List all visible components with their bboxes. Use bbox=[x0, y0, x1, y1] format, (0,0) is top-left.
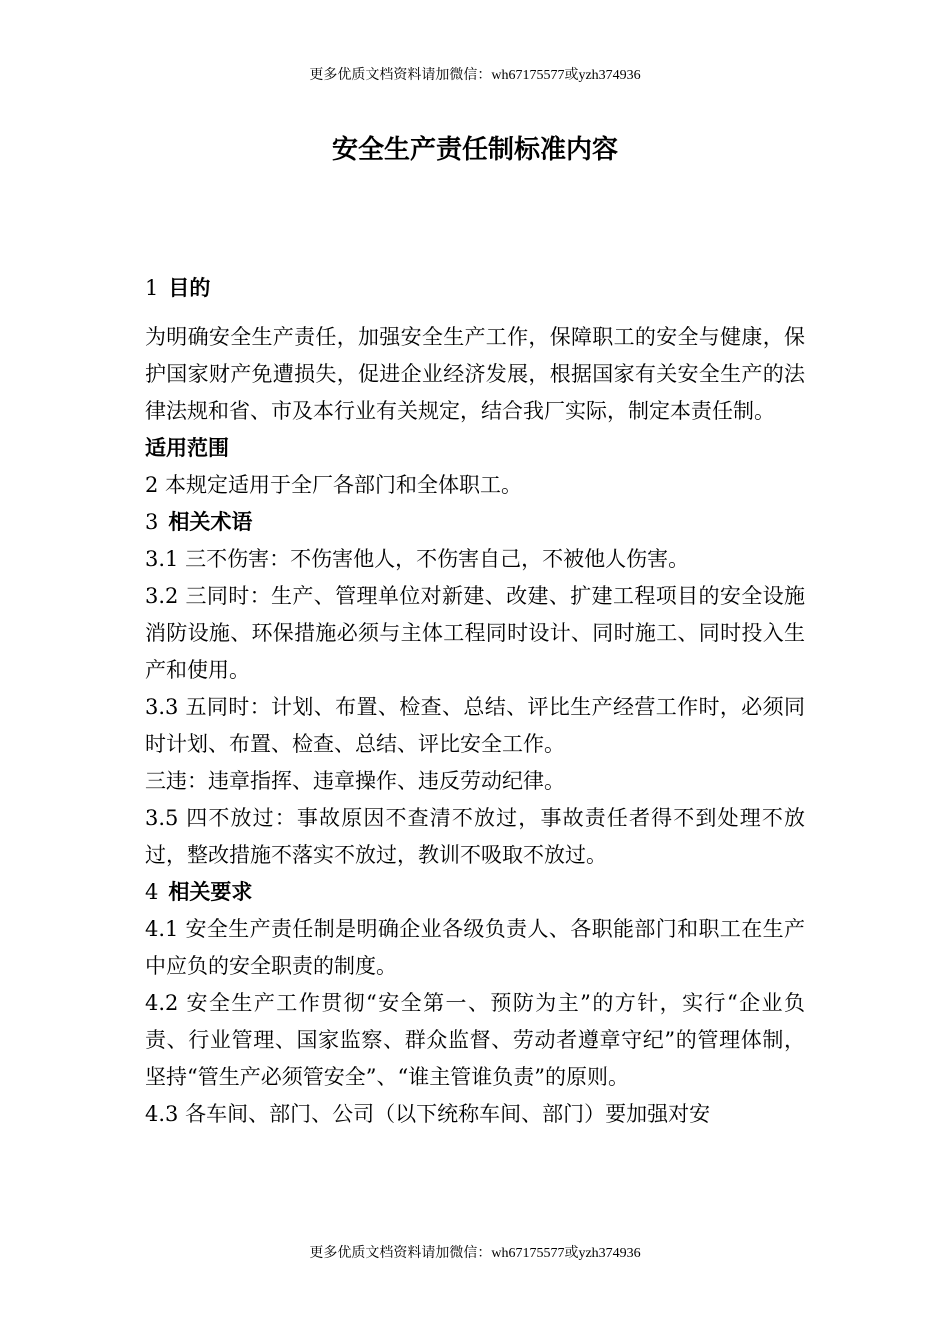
section-heading-terms bbox=[145, 504, 805, 541]
purpose-paragraph: 为明确安全生产责任，加强安全生产工作，保障职工的安全与健康，保护国家财产免遭损失，促进企业经济发展，根据国家有关安全生产的法律法规和省、市及本行业有关规定，结合我厂实际，制定本责任制。 bbox=[145, 325, 805, 423]
section-heading-text: 目的 bbox=[168, 276, 211, 300]
term-item: 3.3 五同时：计划、布置、检查、总结、评比生产经营工作时，必须同时计划、布置、检查、总结、评比安全工作。 bbox=[145, 695, 805, 756]
scope-paragraph: 2 本规定适用于全厂各部门和全体职工。 bbox=[145, 473, 523, 497]
section-heading-scope: 适用范围 bbox=[145, 436, 229, 460]
term-item: 3.2 三同时：生产、管理单位对新建、改建、扩建工程项目的安全设施消防设施、环保措施必须与主体工程同时设计、同时施工、同时投入生产和使用。 bbox=[145, 584, 805, 682]
section-heading-text: 相关术语 bbox=[168, 510, 253, 534]
section-number: 3 bbox=[145, 510, 159, 534]
requirement-item: 4.3 各车间、部门、公司（以下统称车间、部门）要加强对安 bbox=[145, 1102, 711, 1126]
footer-watermark: 更多优质文档资料请加微信：wh67175577或yzh374936 bbox=[309, 1246, 641, 1261]
term-item: 3.5 四不放过：事故原因不查清不放过，事故责任者得不到处理不放过，整改措施不落实不放过，教训不吸取不放过。 bbox=[145, 806, 805, 867]
requirement-item: 4.2 安全生产工作贯彻“安全第一、预防为主”的方针，实行“企业负责、行业管理、国家监察、群众监督、劳动者遵章守纪”的管理体制，坚持“管生产必须管安全”、“谁主管谁负责”的原则。 bbox=[145, 991, 805, 1089]
section-number: 4 bbox=[145, 880, 159, 904]
document-body bbox=[145, 270, 805, 1133]
document-title: 安全生产责任制标准内容 bbox=[331, 135, 618, 165]
term-item: 三违：违章指挥、违章操作、违反劳动纪律。 bbox=[145, 769, 565, 793]
term-item: 3.1 三不伤害：不伤害他人，不伤害自己，不被他人伤害。 bbox=[145, 547, 690, 571]
header-watermark: 更多优质文档资料请加微信：wh67175577或yzh374936 bbox=[309, 68, 641, 83]
section-heading-requirements bbox=[145, 874, 805, 911]
section-heading-purpose bbox=[145, 270, 805, 307]
section-heading-text: 相关要求 bbox=[168, 880, 253, 904]
section-number: 1 bbox=[145, 276, 159, 300]
requirement-item: 4.1 安全生产责任制是明确企业各级负责人、各职能部门和职工在生产中应负的安全职责的制度。 bbox=[145, 917, 805, 978]
